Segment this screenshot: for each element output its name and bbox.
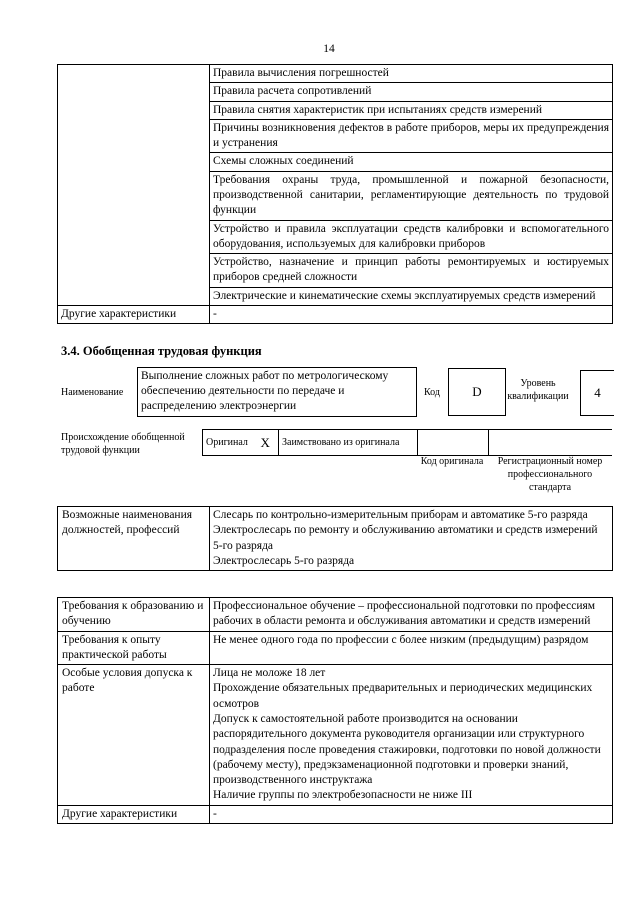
original-code-cell (418, 430, 489, 456)
original-label: Оригинал (203, 430, 259, 456)
admission-condition-item: Прохождение обязательных предварительных и периодических медицинских осмотров (213, 682, 593, 710)
knowledge-item: Правила расчета сопротивлений (210, 83, 613, 101)
admission-condition-item: Допуск к самостоятельной работе производится на основании распорядительного документа руководителя организации или структурного подразделения после проведения стажировки, подготовки по новой должности (рабочему месту), предэкзаменационной подготовки и проверки знаний, производственного инструктажа (213, 712, 601, 787)
knowledge-item: Устройство, назначение и принцип работы ремонтируемых и юстируемых приборов средней сложности (210, 254, 613, 288)
page-number: 14 (323, 43, 335, 55)
knowledge-item: Устройство и правила эксплуатации средств калибровки и вспомогательного оборудования, используемых для калибровки приборов (210, 220, 613, 254)
admission-conditions-values (210, 665, 613, 806)
knowledge-item: Причины возникновения дефектов в работе приборов, меры их предупреждения и устранения (210, 119, 613, 153)
education-label: Требования к образованию и обучению (58, 598, 210, 632)
section-heading: 3.4. Обобщенная трудовая функция (61, 344, 262, 358)
origin-table (202, 429, 612, 456)
origin-label: Происхождение обобщенной трудовой функции (61, 432, 185, 456)
original-code-caption: Код оригинала (420, 456, 484, 467)
experience-value: Не менее одного года по профессии с более низким (предыдущим) разрядом (210, 631, 613, 665)
registration-number-cell (489, 430, 613, 456)
knowledge-item: Электрические и кинематические схемы эксплуатируемых средств измерений (210, 287, 613, 305)
admission-condition-item: Наличие группы по электробезопасности не ниже III (213, 789, 473, 802)
knowledge-table (57, 64, 613, 324)
name-value: Выполнение сложных работ по метрологическому обеспечению деятельности по передаче и распределению электроэнергии (137, 367, 417, 417)
admission-conditions-label: Особые условия допуска к работе (58, 665, 210, 806)
qualification-level-label: Уровень квалификации (507, 378, 569, 402)
knowledge-item: Правила снятия характеристик при испытаниях средств измерений (210, 101, 613, 119)
position-item: Электрослесарь 5-го разряда (213, 554, 355, 567)
positions-label: Возможные наименования должностей, профессий (58, 507, 210, 571)
registration-number-caption: Регистрационный номер профессионального стандарта (497, 456, 603, 493)
experience-label: Требования к опыту практической работы (58, 631, 210, 665)
other-characteristics-label-2: Другие характеристики (58, 805, 210, 823)
qualification-level-value: 4 (580, 370, 614, 416)
position-item: Слесарь по контрольно-измерительным приборам и автоматике 5-го разряда (213, 509, 588, 521)
knowledge-item: Требования охраны труда, промышленной и пожарной безопасности, производственной санитарии, регламентирующие деятельность по трудовой функции (210, 171, 613, 220)
other-characteristics-value: - (210, 305, 613, 323)
code-label: Код (424, 387, 440, 398)
borrowed-label: Заимствовано из оригинала (279, 430, 418, 456)
positions-values (210, 507, 613, 571)
code-value: D (448, 368, 506, 416)
admission-condition-item: Лица не моложе 18 лет (213, 667, 326, 680)
knowledge-item: Схемы сложных соединений (210, 153, 613, 171)
other-characteristics-label: Другие характеристики (58, 305, 210, 323)
requirements-table (57, 597, 613, 824)
education-value: Профессиональное обучение – профессиональной подготовки по профессиям рабочих в области ремонта и обслуживания автоматики и средств измерений (210, 598, 613, 632)
position-item: Электрослесарь по ремонту и обслуживанию автоматики и средств измерений 5-го разряда (213, 524, 598, 552)
name-label: Наименование (61, 387, 124, 398)
knowledge-item: Правила вычисления погрешностей (210, 65, 613, 83)
original-mark: X (259, 430, 279, 456)
positions-table (57, 506, 613, 571)
other-characteristics-value-2: - (210, 805, 613, 823)
knowledge-label-cell (58, 65, 210, 306)
